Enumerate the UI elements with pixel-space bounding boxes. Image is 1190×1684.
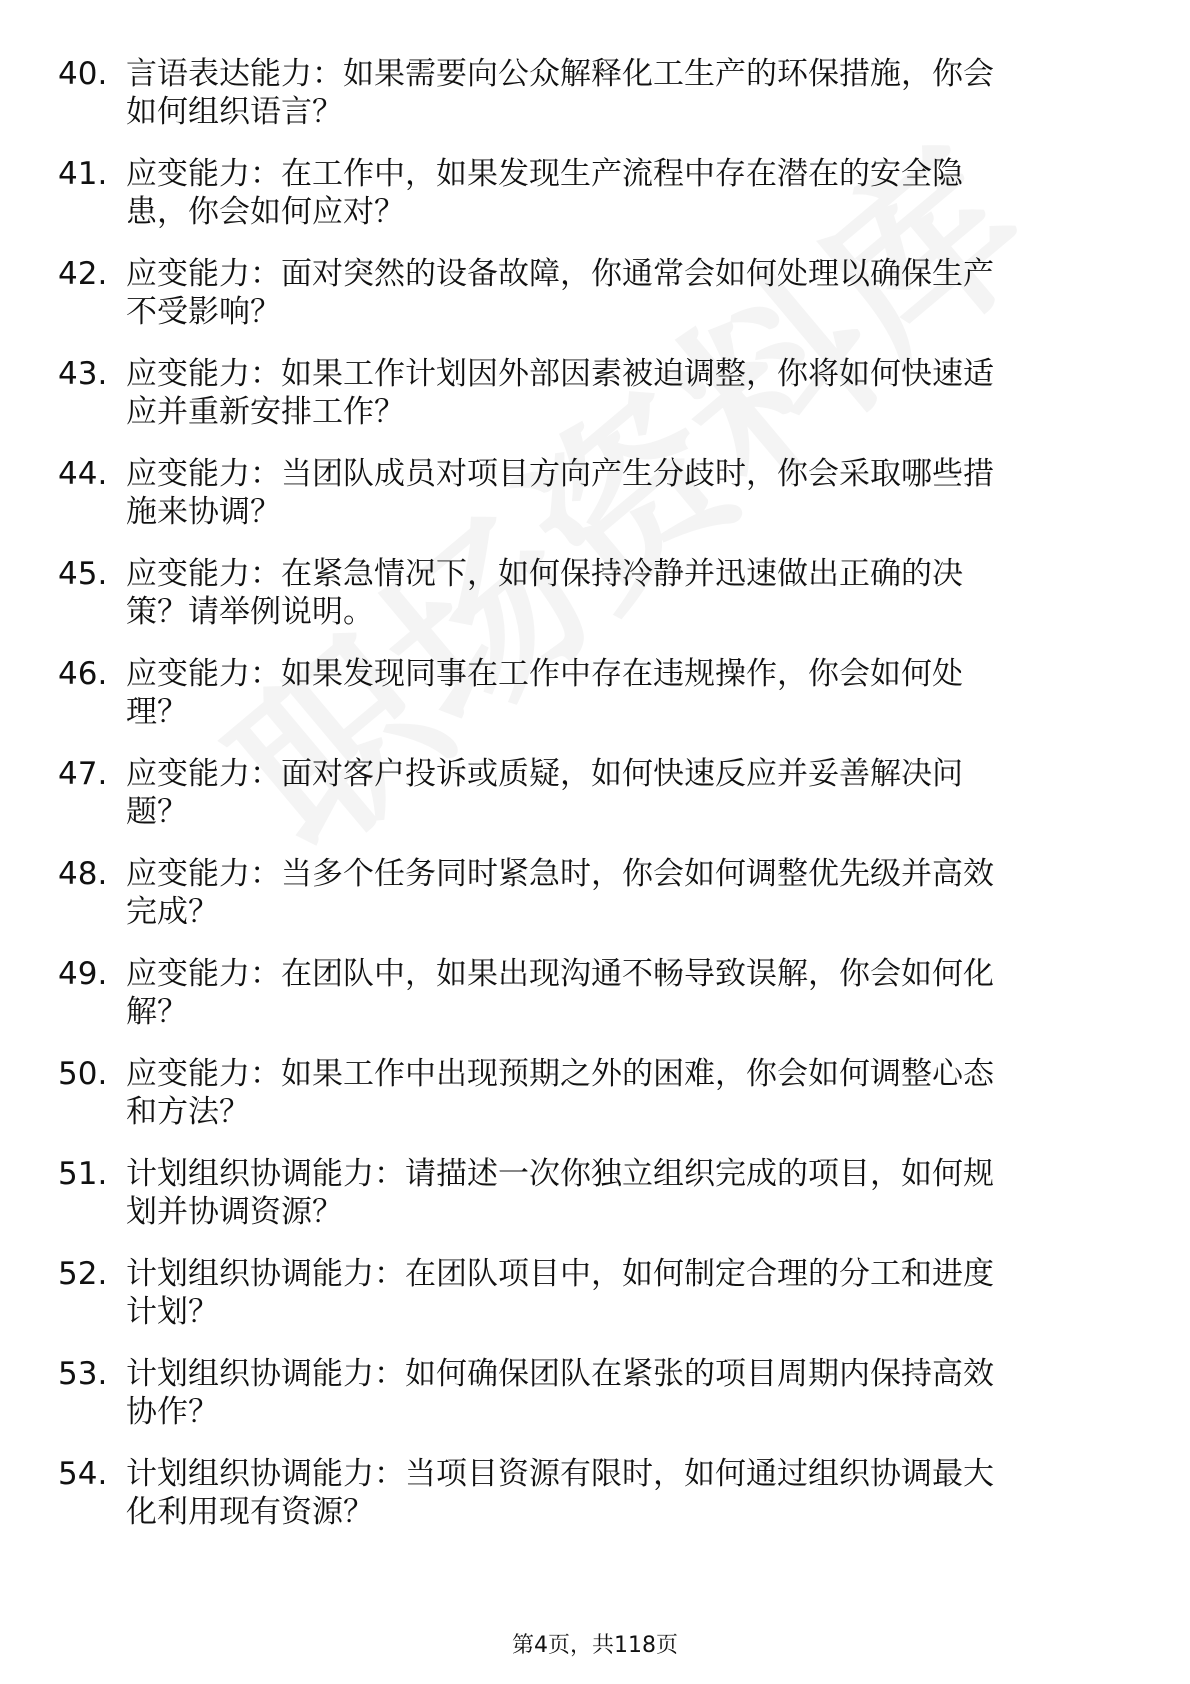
question-item [0, 1255, 1190, 1331]
question-item [0, 455, 1190, 531]
question-item [0, 755, 1190, 831]
question-text: 应变能力：面对突然的设备故障，你通常会如何处理以确保生产 不受影响？ [126, 256, 994, 330]
question-item [0, 55, 1190, 131]
question-item [0, 1155, 1190, 1231]
question-item [0, 255, 1190, 331]
question-number: 47. [58, 756, 108, 792]
page-footer: 第4页，共118页 [512, 1633, 678, 1658]
question-item [0, 1355, 1190, 1431]
question-list [0, 55, 1190, 1555]
question-item [0, 555, 1190, 631]
question-text: 计划组织协调能力：如何确保团队在紧张的项目周期内保持高效 协作？ [126, 1356, 994, 1430]
question-item [0, 355, 1190, 431]
question-item [0, 1055, 1190, 1131]
question-text: 应变能力：如果工作计划因外部因素被迫调整，你将如何快速适 应并重新安排工作？ [126, 356, 994, 430]
question-item [0, 155, 1190, 231]
question-text: 言语表达能力：如果需要向公众解释化工生产的环保措施，你会 如何组织语言？ [126, 56, 994, 130]
question-number: 50. [58, 1056, 108, 1092]
question-text: 计划组织协调能力：请描述一次你独立组织完成的项目，如何规 划并协调资源？ [126, 1156, 994, 1230]
question-number: 53. [58, 1356, 108, 1392]
question-item [0, 855, 1190, 931]
question-number: 54. [58, 1456, 108, 1492]
question-number: 48. [58, 856, 108, 892]
question-text: 应变能力：面对客户投诉或质疑，如何快速反应并妥善解决问 题？ [126, 756, 963, 830]
question-number: 40. [58, 56, 108, 92]
question-text: 应变能力：如果工作中出现预期之外的困难，你会如何调整心态 和方法？ [126, 1056, 994, 1130]
question-number: 51. [58, 1156, 108, 1192]
question-item [0, 655, 1190, 731]
question-text: 应变能力：在工作中，如果发现生产流程中存在潜在的安全隐 患，你会如何应对？ [126, 156, 963, 230]
question-text: 应变能力：在团队中，如果出现沟通不畅导致误解，你会如何化 解？ [126, 956, 994, 1030]
question-number: 41. [58, 156, 108, 192]
question-number: 42. [58, 256, 108, 292]
question-text: 应变能力：当团队成员对项目方向产生分歧时，你会采取哪些措 施来协调？ [126, 456, 994, 530]
question-number: 49. [58, 956, 108, 992]
question-item [0, 1455, 1190, 1531]
question-text: 应变能力：当多个任务同时紧急时，你会如何调整优先级并高效 完成？ [126, 856, 994, 930]
question-text: 应变能力：如果发现同事在工作中存在违规操作，你会如何处 理？ [126, 656, 963, 730]
question-number: 43. [58, 356, 108, 392]
question-number: 52. [58, 1256, 108, 1292]
question-item [0, 955, 1190, 1031]
question-text: 应变能力：在紧急情况下，如何保持冷静并迅速做出正确的决 策？请举例说明。 [126, 556, 963, 630]
question-number: 45. [58, 556, 108, 592]
question-number: 44. [58, 456, 108, 492]
question-text: 计划组织协调能力：在团队项目中，如何制定合理的分工和进度 计划？ [126, 1256, 994, 1330]
question-number: 46. [58, 656, 108, 692]
question-text: 计划组织协调能力：当项目资源有限时，如何通过组织协调最大 化利用现有资源？ [126, 1456, 994, 1530]
